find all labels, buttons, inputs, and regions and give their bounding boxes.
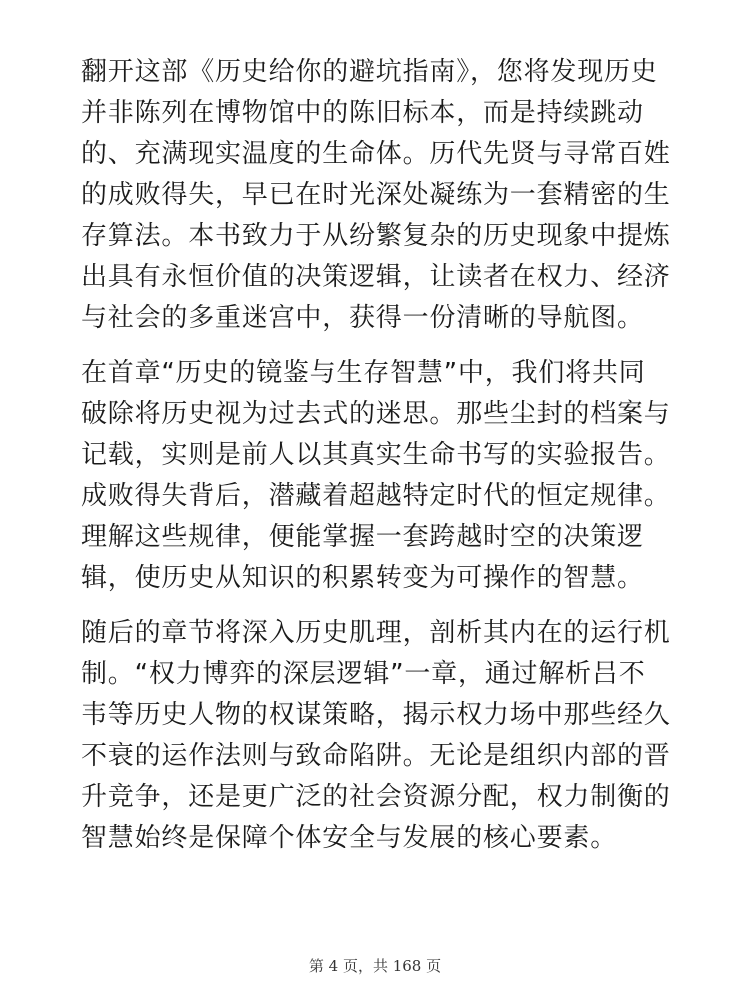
text-line: 记载，实则是前人以其真实生命书写的实验报告。	[81, 440, 671, 470]
text-line: 出具有永恒价值的决策逻辑，让读者在权力、经济	[81, 262, 671, 292]
text-line: 辑，使历史从知识的积累转变为可操作的智慧。	[81, 563, 644, 593]
text-line: 破除将历史视为过去式的迷思。那些尘封的档案与	[81, 399, 671, 429]
text-line: 成败得失背后，潜藏着超越特定时代的恒定规律。	[81, 481, 671, 511]
paragraph-2	[81, 353, 681, 599]
text-line: 韦等历史人物的权谋策略，揭示权力场中那些经久	[81, 700, 671, 730]
text-line: 制。“权力博弈的深层逻辑”一章，通过解析吕不	[81, 659, 646, 689]
text-line: 随后的章节将深入历史肌理，剖析其内在的运行机	[81, 618, 671, 648]
body-text	[81, 52, 681, 873]
text-line: 理解这些规律，便能掌握一套跨越时空的决策逻	[81, 522, 644, 552]
text-line: 智慧始终是保障个体安全与发展的核心要素。	[81, 823, 618, 853]
text-line: 存算法。本书致力于从纷繁复杂的历史现象中提炼	[81, 221, 671, 251]
text-line: 的、充满现实温度的生命体。历代先贤与寻常百姓	[81, 139, 671, 169]
text-line: 的成败得失，早已在时光深处凝练为一套精密的生	[81, 180, 671, 210]
paragraph-3	[81, 613, 681, 859]
text-line: 在首章“历史的镜鉴与生存智慧”中，我们将共同	[81, 358, 646, 388]
text-line: 翻开这部《历史给你的避坑指南》，您将发现历史	[81, 57, 658, 87]
page-number-footer: 第 4 页，共 168 页	[308, 957, 442, 975]
paragraph-1	[81, 52, 681, 339]
text-line: 不衰的运作法则与致命陷阱。无论是组织内部的晋	[81, 741, 671, 771]
text-line: 并非陈列在博物馆中的陈旧标本，而是持续跳动	[81, 98, 644, 128]
text-line: 升竞争，还是更广泛的社会资源分配，权力制衡的	[81, 782, 671, 812]
text-line: 与社会的多重迷宫中，获得一份清晰的导航图。	[81, 303, 644, 333]
